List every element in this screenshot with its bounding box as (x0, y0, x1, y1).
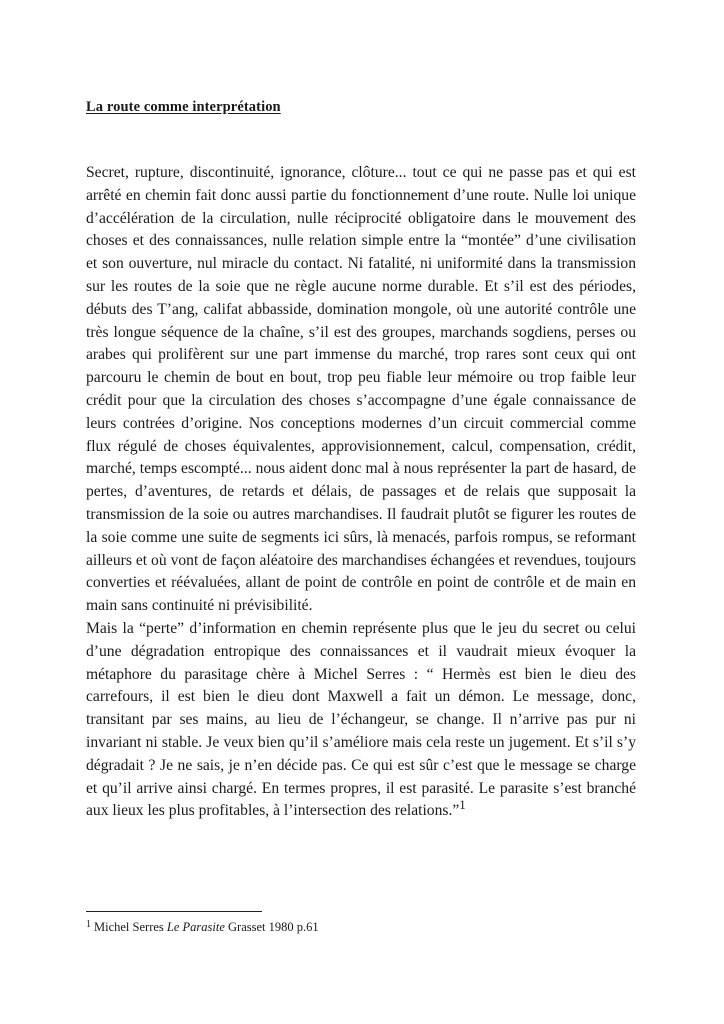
footnote (86, 919, 319, 935)
footnote-number: 1 (86, 919, 91, 930)
footnote-reference[interactable]: 1 (459, 797, 466, 813)
paragraph-2-text: Mais la “perte” d’information en chemin représente plus que le jeu du secret ou celui d’une dégradation entropique des connaissances et il vaudrait mieux évoquer la métaphore du parasitage chère à Michel Serres : “ Hermès est bien le dieu des carrefours, il est bien le dieu dont Maxwell a fait un démon. Le message, donc, transitant par ses mains, au lieu de l’échangeur, se change. Il n’arrive pas pur ni invariant ni stable. Je veux bien qu’il s’améliore mais cela reste un jugement. Et s’il s’y dégradait ? Je ne sais, je n’en décide pas. Ce qui est sûr c’est que le message se charge et qu’il arrive ainsi chargé. En termes propres, il est parasité. Le parasite s’est branché aux lieux les plus profitables, à l’intersection des relations.” (86, 619, 636, 820)
footnote-work-title: Le Parasite (166, 920, 225, 934)
footnote-separator (86, 911, 262, 912)
paragraph-2 (86, 618, 636, 823)
section-title: La route comme interprétation (86, 99, 281, 115)
footnote-author: Michel Serres (94, 920, 164, 934)
paragraph-1: Secret, rupture, discontinuité, ignorance, clôture... tout ce qui ne passe pas et qui est arrêté en chemin fait donc aussi partie du fonctionnement d’une route. Nulle loi unique d’accélération de la circulation, nulle réciprocité obligatoire dans le mouvement des choses et des connaissances, nulle relation simple entre la “montée” d’une civilisation et son ouverture, nul miracle du contact. Ni fatalité, ni uniformité dans la transmission sur les routes de la soie que ne règle aucune norme durable. Et s’il est des périodes, débuts des T’ang, califat abbasside, domination mongole, où une autorité contrôle une très longue séquence de la chaîne, s’il est des groupes, marchands sogdiens, perses ou arabes qui prolifèrent sur une part immense du marché, trop rares sont ceux qui ont parcouru le chemin de bout en bout, trop peu fiable leur mémoire ou trop faible leur crédit pour que la circulation des choses s’accompagne d’une égale connaissance de leurs contrées d’origine. Nos conceptions modernes d’un circuit commercial comme flux régulé de choses équivalentes, approvisionnement, calcul, compensation, crédit, marché, temps escompté... nous aident donc mal à nous représenter la part de hasard, de pertes, d’aventures, de retards et délais, de passages et de relais que supposait la transmission de la soie ou autres marchandises. Il faudrait plutôt se figurer les routes de la soie comme une suite de segments ici sûrs, là menacés, parfois rompus, se reformant ailleurs et où vont de façon aléatoire des marchandises échangées et revendues, toujours converties et réévaluées, allant de point de contrôle en point de contrôle et de main en main sans continuité ni prévisibilité. (86, 164, 636, 615)
body-text (86, 162, 636, 823)
footnote-publisher: Grasset 1980 p.61 (228, 920, 319, 934)
